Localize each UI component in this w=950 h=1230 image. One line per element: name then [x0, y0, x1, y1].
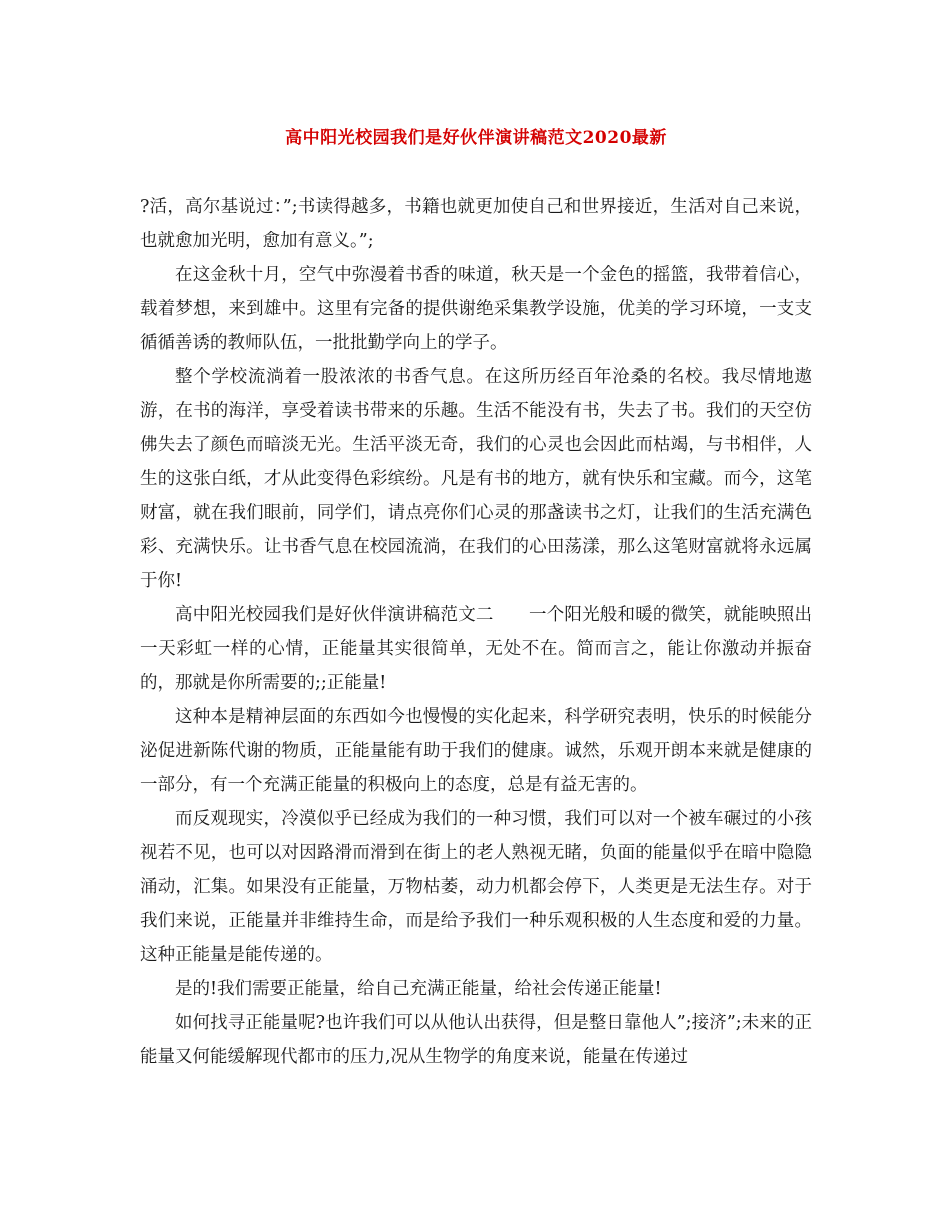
paragraph: 整个学校流淌着一股浓浓的书香气息。在这所历经百年沧桑的名校。我尽情地遨游，在书的海洋，享受着读书带来的乐趣。生活不能没有书，失去了书。我们的天空仿佛失去了颜色而暗淡无光。生活平淡无奇，我们的心灵也会因此而枯竭，与书相伴，人生的这张白纸，才从此变得色彩缤纷。凡是有书的地方，就有快乐和宝藏。而今，这笔财富，就在我们眼前，同学们，请点亮你们心灵的那盏读书之灯，让我们的生活充满色彩、充满快乐。让书香气息在校园流淌，在我们的心田荡漾，那么这笔财富就将永远属于你!	[140, 367, 812, 591]
paragraph: 在这金秋十月，空气中弥漫着书香的味道，秋天是一个金色的摇篮，我带着信心，载着梦想，来到雄中。这里有完备的提供谢绝采集教学设施，优美的学习环境，一支支循循善诱的教师队伍，一批批勤学向上的学子。	[140, 265, 812, 353]
paragraph: ?活，高尔基说过：”;书读得越多，书籍也就更加使自己和世界接近，生活对自己来说，也就愈加光明，愈加有意义。”;	[140, 197, 812, 251]
paragraph: 这种本是精神层面的东西如今也慢慢的实化起来，科学研究表明，快乐的时候能分泌促进新陈代谢的物质，正能量能有助于我们的健康。诚然，乐观开朗本来就是健康的一部分，有一个充满正能量的积极向上的态度，总是有益无害的。	[140, 707, 812, 795]
paragraph: 如何找寻正能量呢?也许我们可以从他认出获得，但是整日靠他人”;接济”;未来的正能量又何能缓解现代都市的压力,况从生物学的角度来说，能量在传递过	[140, 1013, 812, 1067]
document-body	[140, 190, 812, 1074]
paragraph: 高中阳光校园我们是好伙伴演讲稿范文二 一个阳光般和暖的微笑，就能映照出一天彩虹一样的心情，正能量其实很简单，无处不在。简而言之，能让你激动并振奋的，那就是你所需要的;;正能量!	[140, 605, 812, 693]
paragraph: 是的!我们需要正能量，给自己充满正能量，给社会传递正能量!	[175, 979, 662, 999]
paragraph: 而反观现实，冷漠似乎已经成为我们的一种习惯，我们可以对一个被车碾过的小孩视若不见，也可以对因路滑而滑到在街上的老人熟视无睹，负面的能量似乎在暗中隐隐涌动，汇集。如果没有正能量，万物枯萎，动力机都会停下，人类更是无法生存。对于我们来说，正能量并非维持生命，而是给予我们一种乐观积极的人生态度和爱的力量。这种正能量是能传递的。	[140, 809, 812, 965]
document-title: 高中阳光校园我们是好伙伴演讲稿范文2020最新	[285, 128, 667, 148]
